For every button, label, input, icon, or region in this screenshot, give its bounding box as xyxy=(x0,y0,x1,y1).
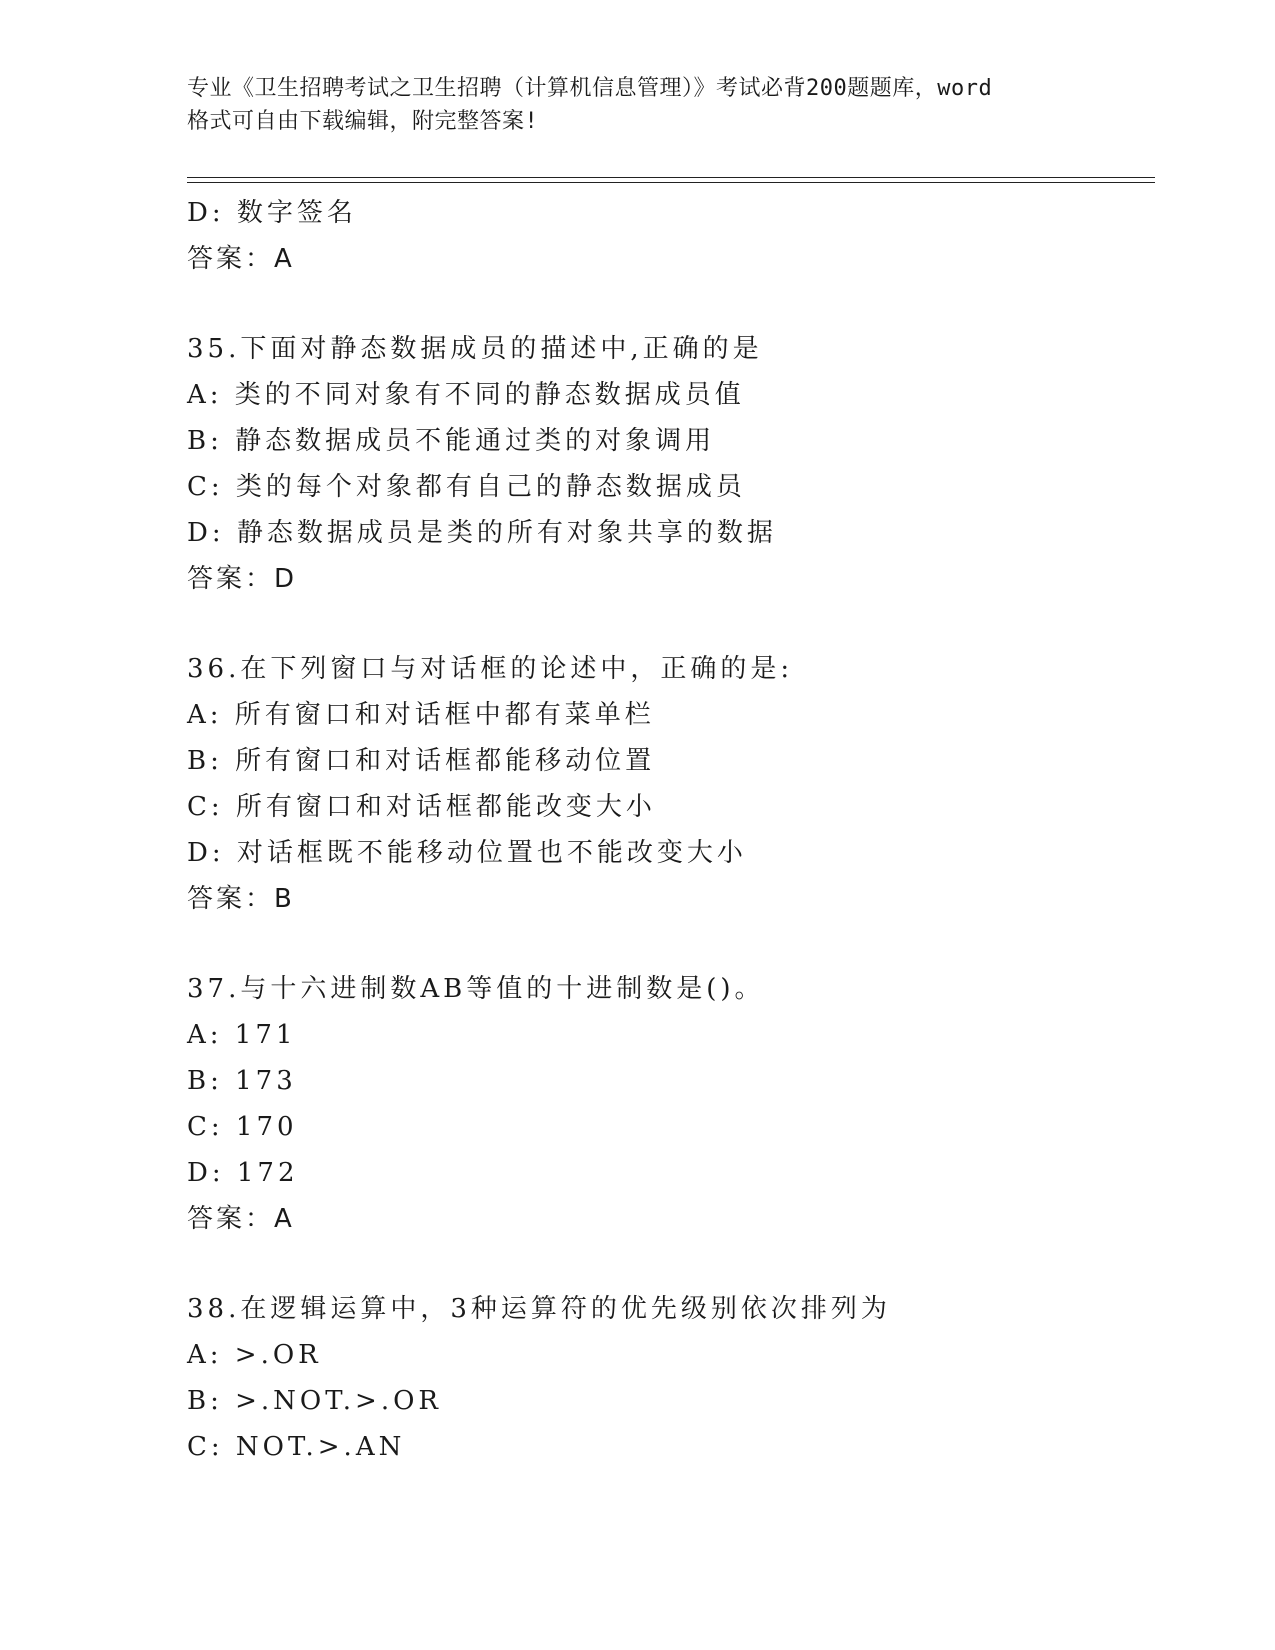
answer-line: 答案：D xyxy=(187,564,298,594)
header-line-2: 格式可自由下载编辑，附完整答案! xyxy=(187,109,539,134)
answer-line: 答案：B xyxy=(187,884,295,914)
option-a: A: 所有窗口和对话框中都有菜单栏 xyxy=(187,700,655,730)
option-d: D: 数字签名 xyxy=(187,198,357,228)
header-divider-top xyxy=(187,177,1155,178)
option-c: C: 类的每个对象都有自己的静态数据成员 xyxy=(187,472,746,502)
header-divider-bottom xyxy=(187,182,1155,183)
question-text: 37.与十六进制数AB等值的十进制数是()。 xyxy=(187,974,765,1004)
option-a: A: 类的不同对象有不同的静态数据成员值 xyxy=(187,380,745,410)
question-block xyxy=(187,966,1147,1242)
option-d: D: 静态数据成员是类的所有对象共享的数据 xyxy=(187,518,777,548)
question-block xyxy=(187,190,1147,282)
answer-line: 答案：A xyxy=(187,1204,295,1234)
option-c: C: NOT.>.AN xyxy=(187,1432,406,1462)
question-block xyxy=(187,326,1147,602)
header-line-1: 专业《卫生招聘考试之卫生招聘（计算机信息管理）》考试必背200题题库，word xyxy=(187,76,993,101)
question-block xyxy=(187,646,1147,922)
option-a: A: >.OR xyxy=(187,1340,322,1370)
option-b: B: 静态数据成员不能通过类的对象调用 xyxy=(187,426,716,456)
document-header xyxy=(187,72,1087,138)
option-b: B: >.NOT.>.OR xyxy=(187,1386,442,1416)
option-d: D: 对话框既不能移动位置也不能改变大小 xyxy=(187,838,747,868)
option-a: A: 171 xyxy=(187,1020,297,1050)
option-d: D: 172 xyxy=(187,1158,299,1188)
question-block xyxy=(187,1286,1147,1470)
question-list xyxy=(187,190,1147,1470)
answer-line: 答案：A xyxy=(187,244,295,274)
question-text: 38.在逻辑运算中，3种运算符的优先级别依次排列为 xyxy=(187,1294,891,1324)
option-b: B: 所有窗口和对话框都能移动位置 xyxy=(187,746,656,776)
option-c: C: 所有窗口和对话框都能改变大小 xyxy=(187,792,656,822)
option-c: C: 170 xyxy=(187,1112,298,1142)
question-text: 36.在下列窗口与对话框的论述中，正确的是: xyxy=(187,654,794,684)
question-text: 35.下面对静态数据成员的描述中,正确的是 xyxy=(187,334,763,364)
option-b: B: 173 xyxy=(187,1066,297,1096)
